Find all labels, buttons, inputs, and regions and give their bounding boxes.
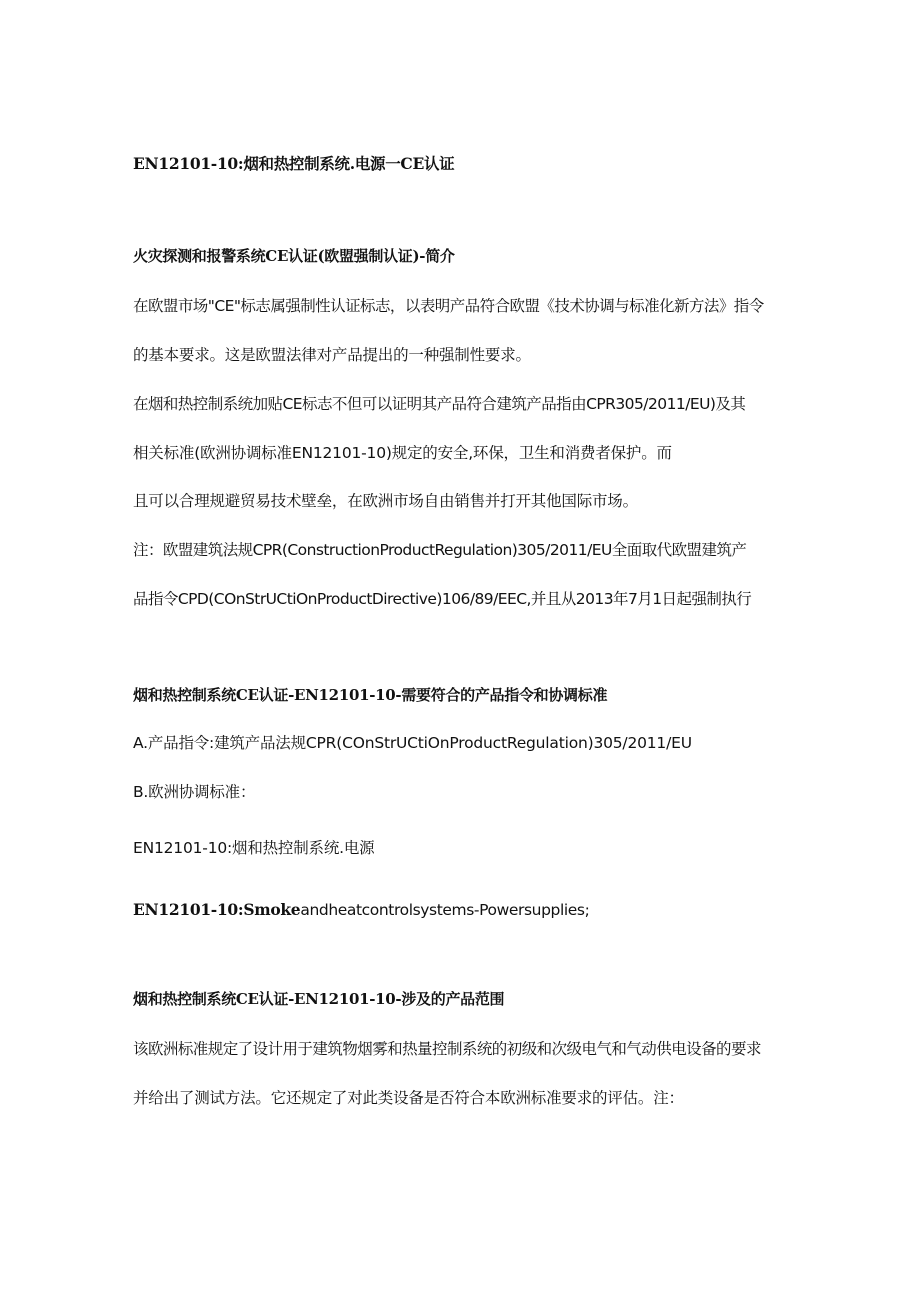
standard-en-line	[133, 900, 589, 920]
standard-en-code: EN12101-10:Smoke	[133, 900, 301, 919]
section-heading-scope: 烟和热控制系统CE认证-EN12101-10-涉及的产品范围	[133, 990, 505, 1008]
paragraph-line: 注：欧盟建筑法规CPR(ConstructionProductRegulation)305/2011/EU全面取代欧盟建筑产	[133, 541, 747, 559]
paragraph-line: 并给出了测试方法。它还规定了对此类设备是否符合本欧洲标准要求的评估。注：	[133, 1089, 684, 1107]
paragraph-line: 且可以合理规避贸易技术壁垒，在欧洲市场自由销售并打开其他国际市场。	[133, 492, 638, 510]
directive-line-b: B.欧洲协调标准：	[133, 783, 256, 801]
paragraph-line: 在烟和热控制系统加贴CE标志不但可以证明其产品符合建筑产品指由CPR305/2011/EU)及其	[133, 395, 746, 413]
document-title: EN12101-10:烟和热控制系统.电源一CE认证	[133, 154, 455, 173]
section-heading-intro: 火灾探测和报警系统CE认证(欧盟强制认证)-简介	[133, 247, 455, 265]
standard-en-title: andheatcontrolsystems-Powersupplies;	[300, 901, 590, 919]
standard-cn-line: EN12101-10:烟和热控制系统.电源	[133, 839, 375, 857]
paragraph-line: 的基本要求。这是欧盟法律对产品提出的一种强制性要求。	[133, 346, 531, 364]
paragraph-line: 在欧盟市场"CE"标志属强制性认证标志，以表明产品符合欧盟《技术协调与标准化新方法》指令	[133, 297, 764, 315]
paragraph-line: 该欧洲标准规定了设计用于建筑物烟雾和热量控制系统的初级和次级电气和气动供电设备的要求	[133, 1040, 761, 1058]
directive-line-a: A.产品指令:建筑产品法规CPR(COnStrUCtiOnProductRegulation)305/2011/EU	[133, 734, 692, 752]
paragraph-line: 品指令CPD(COnStrUCtiOnProductDirective)106/89/EEC,并且从2013年7月1日起强制执行	[133, 590, 752, 608]
paragraph-line: 相关标准(欧洲协调标准EN12101-10)规定的安全,环保，卫生和消费者保护。而	[133, 444, 672, 462]
section-heading-directives: 烟和热控制系统CE认证-EN12101-10-需要符合的产品指令和协调标准	[133, 686, 608, 704]
